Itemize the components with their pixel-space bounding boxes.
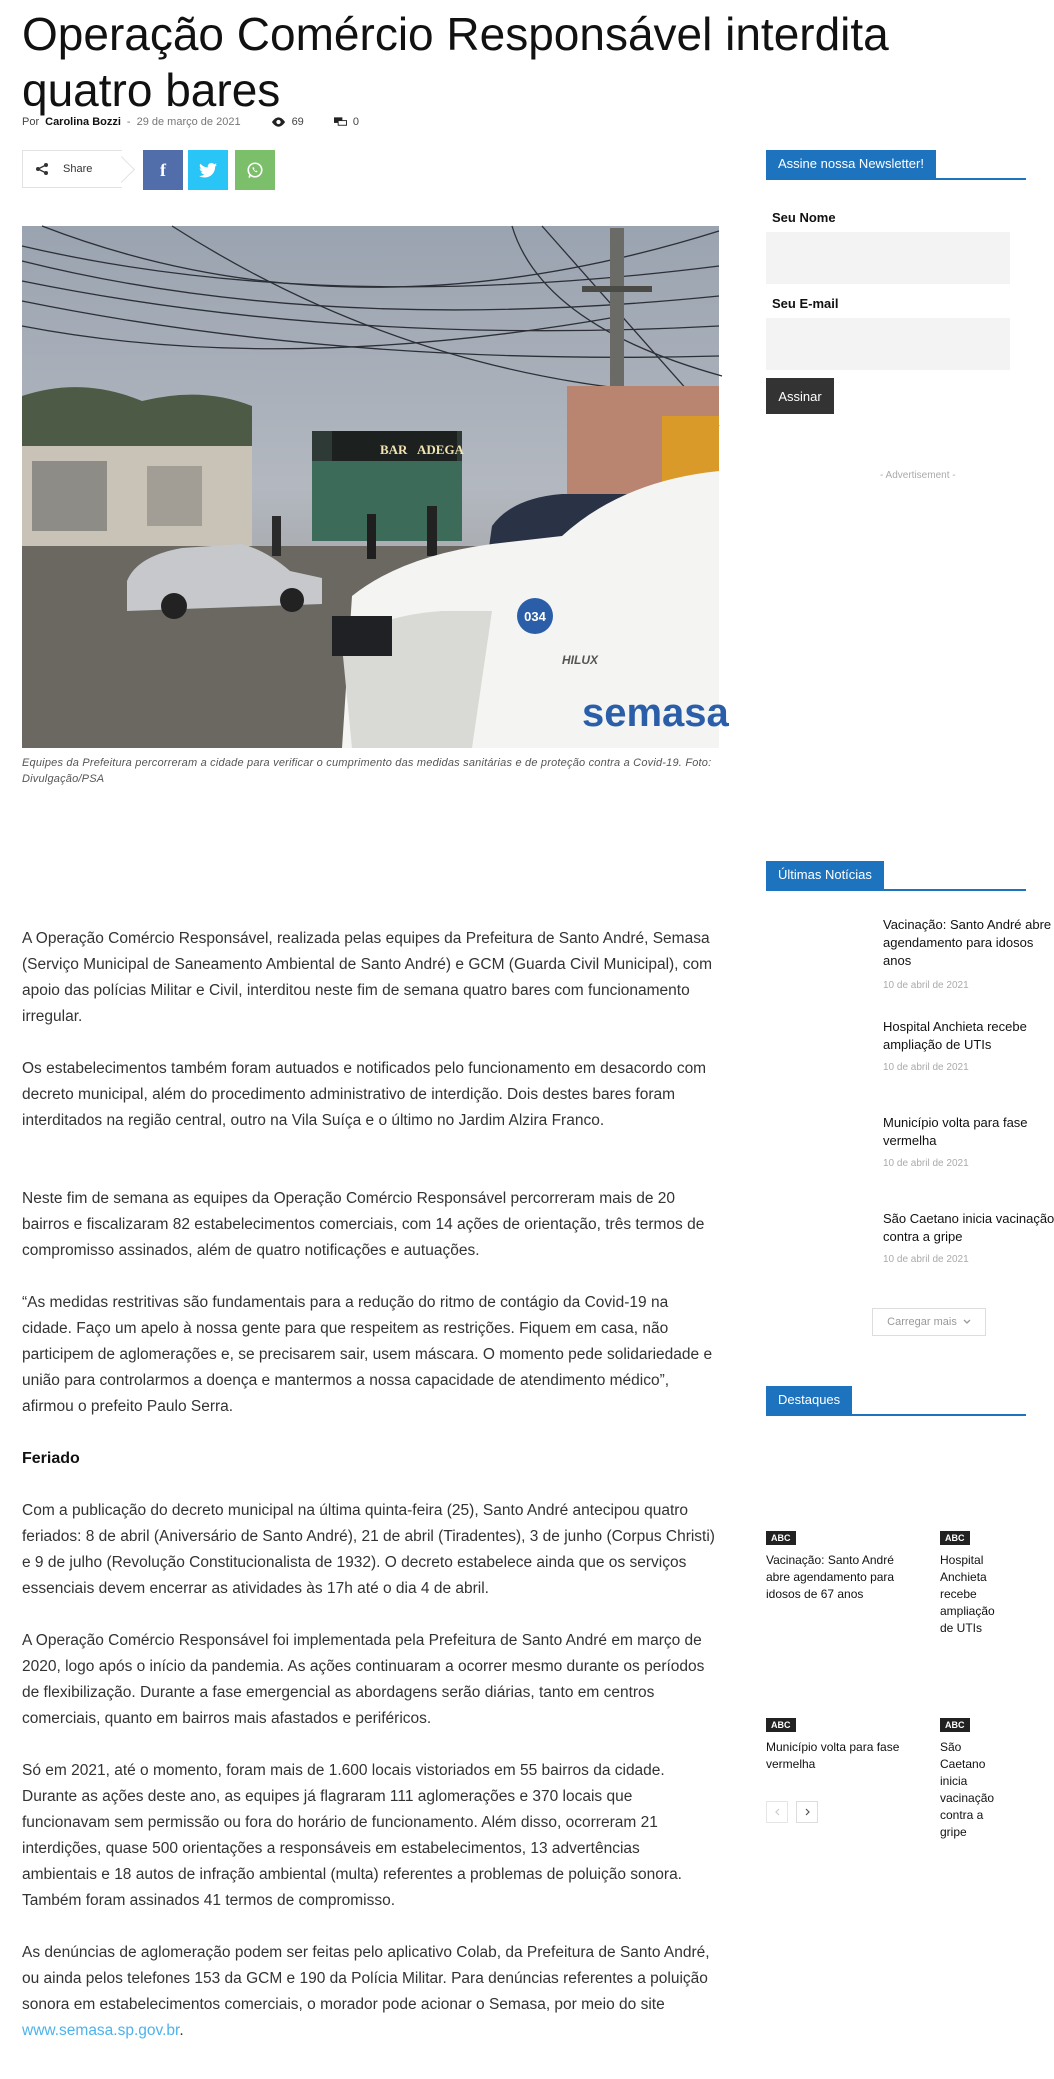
featured-item-4-badge-text: ABC <box>940 1718 970 1732</box>
article-paragraph-1: A Operação Comércio Responsável, realizada pelas equipes da Prefeitura de Santo André, Semasa (Serviço Municipal de Saneamento Ambiental de Santo André) e GCM (Guarda Civil Municipal), com apoio das polícias Militar e Civil, interditou neste fim de semana quatro bares com funcionamento irregular. <box>22 930 713 1025</box>
article-paragraph-2: Os estabelecimentos também foram autuados e notificados pelo funcionamento em desacordo com decreto municipal, além do procedimento administrativo de interdição. Dois destes bares foram interditados na região central, outro na Vila Suíça e o último no Jardim Alzira Franco. <box>22 1060 707 1129</box>
latest-item-3-date: 10 de abril de 2021 <box>883 1158 969 1169</box>
by-label: Por <box>22 116 40 128</box>
article-paragraph-4: “As medidas restritivas são fundamentais para a redução do ritmo de contágio da Covid-19 na cidade. Faço um apelo à nossa gente para que respeitem as restrições. Fiquem em casa, não participem de aglomerações e, se precisarem sair, usem máscara. O momento pede solidariedade e união para controlarmos a doença e mantermos a nossa capacidade de atendimento médico”, afirmou o prefeito Paulo Serra. <box>22 1294 713 1415</box>
email-label: Seu E-mail <box>772 296 839 311</box>
featured-next-button[interactable] <box>796 1801 818 1823</box>
featured-item-3-badge-text: ABC <box>766 1718 796 1732</box>
latest-item-1-date: 10 de abril de 2021 <box>883 980 969 991</box>
hero-sign-bar: BAR <box>380 442 408 457</box>
load-more-label: Carregar mais <box>887 1316 957 1328</box>
twitter-icon <box>199 163 217 178</box>
featured-heading-text: Destaques <box>766 1386 852 1414</box>
featured-item-1-badge-text: ABC <box>766 1531 796 1545</box>
article-paragraph-8 <box>22 1940 719 2044</box>
email-field[interactable] <box>766 318 1010 370</box>
featured-item-2-title[interactable]: Hospital Anchieta recebe ampliação de UTIs <box>940 1553 995 1635</box>
latest-news-heading <box>766 861 1026 891</box>
hero-sign-adega: ADEGA <box>417 442 464 457</box>
comments-icon[interactable] <box>334 117 347 127</box>
article-date: 29 de março de 2021 <box>136 116 241 128</box>
chevron-down-icon <box>963 1319 971 1325</box>
load-more-button[interactable] <box>872 1308 986 1336</box>
newsletter-heading-text: Assine nossa Newsletter! <box>766 150 936 178</box>
hero-truck-number: 034 <box>524 609 546 624</box>
featured-item-1-badge[interactable] <box>766 1528 796 1546</box>
latest-item-4-title-line2[interactable]: contra a gripe <box>883 1229 963 1244</box>
last-paragraph-end: . <box>179 2022 184 2039</box>
subscribe-button[interactable]: Assinar <box>766 378 834 414</box>
featured-item-1-title[interactable]: Vacinação: Santo André abre agendamento para idosos de 67 anos <box>766 1553 895 1601</box>
last-paragraph-text: As denúncias de aglomeração podem ser feitas pelo aplicativo Colab, da Prefeitura de Santo André, ou ainda pelos telefones 153 da GCM e 190 da Polícia Militar. Para denúncias referentes a poluição sonora em estabelecimentos comerciais, o morador pode acionar o Semasa, por meio do site <box>22 1944 710 2013</box>
latest-item-2-title-line2[interactable]: ampliação de UTIs <box>883 1037 992 1052</box>
image-caption: Equipes da Prefeitura percorreram a cidade para verificar o cumprimento das medidas sanitárias e de proteção contra a Covid-19. Foto: Divulgação/PSA <box>22 757 712 785</box>
latest-item-3-title[interactable]: Município volta para fase <box>883 1115 1028 1130</box>
latest-item-4-date: 10 de abril de 2021 <box>883 1254 969 1265</box>
latest-item-1-title-line3[interactable]: anos <box>883 953 912 968</box>
article-title: Operação Comércio Responsável interdita quatro bares <box>22 8 889 116</box>
latest-item-2-title[interactable]: Hospital Anchieta recebe <box>883 1019 1027 1034</box>
latest-item-1-title-line2[interactable]: agendamento para idosos <box>883 935 1034 950</box>
article-paragraph-7: Só em 2021, até o momento, foram mais de 1.600 locais vistoriados em 55 bairros da cidade. Durante as ações deste ano, as equipes já flagraram 111 aglomerações e 370 locais que funcionavam sem permissão ou fora do horário de funcionamento. Além disso, ocorreram 21 interdições, quase 500 orientações a responsáveis em estabelecimentos, 13 advertências ambientais e 18 autos de infração ambiental (multa) referentes a problemas de poluição sonora. Também foram assinados 41 termos de compromisso. <box>22 1762 682 1909</box>
latest-item-4-title[interactable]: São Caetano inicia vacinação <box>883 1211 1054 1226</box>
hero-truck-brand: semasa <box>582 691 729 735</box>
article-subheading: Feriado <box>22 1450 80 1467</box>
whatsapp-icon <box>246 161 264 179</box>
featured-item-4-title[interactable]: São Caetano inicia vacinação contra a gripe <box>940 1740 995 1839</box>
facebook-icon: f <box>160 159 166 180</box>
share-label: Share <box>63 163 93 175</box>
author-link[interactable]: Carolina Bozzi <box>45 116 121 128</box>
featured-item-3-title[interactable]: Município volta para fase vermelha <box>766 1740 900 1771</box>
article-paragraph-3: Neste fim de semana as equipes da Operação Comércio Responsável percorreram mais de 20 bairros e fiscalizaram 82 estabelecimentos comerciais, com 14 ações de orientação, três termos de compromisso assinados, além de quatro notificações e autuações. <box>22 1190 705 1259</box>
whatsapp-share-button[interactable] <box>235 150 275 190</box>
article-meta <box>22 116 359 128</box>
advertisement-label: - Advertisement - <box>880 470 956 481</box>
latest-item-2-date: 10 de abril de 2021 <box>883 1062 969 1073</box>
facebook-share-button[interactable] <box>143 150 183 190</box>
view-count: 69 <box>291 116 304 128</box>
eye-icon <box>271 117 286 127</box>
latest-item-1-title[interactable]: Vacinação: Santo André abre <box>883 917 1052 932</box>
meta-separator: - <box>126 116 131 128</box>
comment-count[interactable]: 0 <box>352 116 359 128</box>
name-label: Seu Nome <box>772 210 836 225</box>
latest-item-3-title-line2[interactable]: vermelha <box>883 1133 937 1148</box>
share-label-box[interactable] <box>22 150 122 188</box>
featured-item-3-badge[interactable] <box>766 1715 796 1733</box>
featured-item-2-badge[interactable] <box>940 1528 970 1546</box>
article-hero-image <box>22 226 729 748</box>
featured-item-2-badge-text: ABC <box>940 1531 970 1545</box>
featured-heading <box>766 1386 1026 1416</box>
semasa-link[interactable]: www.semasa.sp.gov.br <box>22 2022 180 2039</box>
share-icon <box>35 162 49 176</box>
article-paragraph-5: Com a publicação do decreto municipal na última quinta-feira (25), Santo André antecipou quatro feriados: 8 de abril (Aniversário de Santo André), 21 de abril (Tiradentes), 3 de junho (Corpus Christi) e 9 de julho (Revolução Constitucionalista de 1932). O decreto estabelece ainda que os serviços essenciais devem encerrar as atividades às 17h até o dia 4 de abril. <box>22 1502 715 1597</box>
featured-item-4-badge[interactable] <box>940 1715 970 1733</box>
chevron-left-icon <box>775 1808 780 1816</box>
latest-news-heading-text: Últimas Notícias <box>766 861 884 889</box>
name-field[interactable] <box>766 232 1010 284</box>
chevron-right-icon <box>805 1808 810 1816</box>
newsletter-heading <box>766 150 1026 180</box>
hero-truck-model: HILUX <box>562 653 598 667</box>
featured-prev-button[interactable] <box>766 1801 788 1823</box>
article-paragraph-6: A Operação Comércio Responsável foi implementada pela Prefeitura de Santo André em março de 2020, logo após o início da pandemia. As ações continuaram a ocorrer mesmo durante os períodos de flexibilização. Durante a fase emergencial as abordagens serão diárias, tanto em centros comerciais, quanto em bairros mais afastados e periféricos. <box>22 1632 705 1727</box>
twitter-share-button[interactable] <box>188 150 228 190</box>
